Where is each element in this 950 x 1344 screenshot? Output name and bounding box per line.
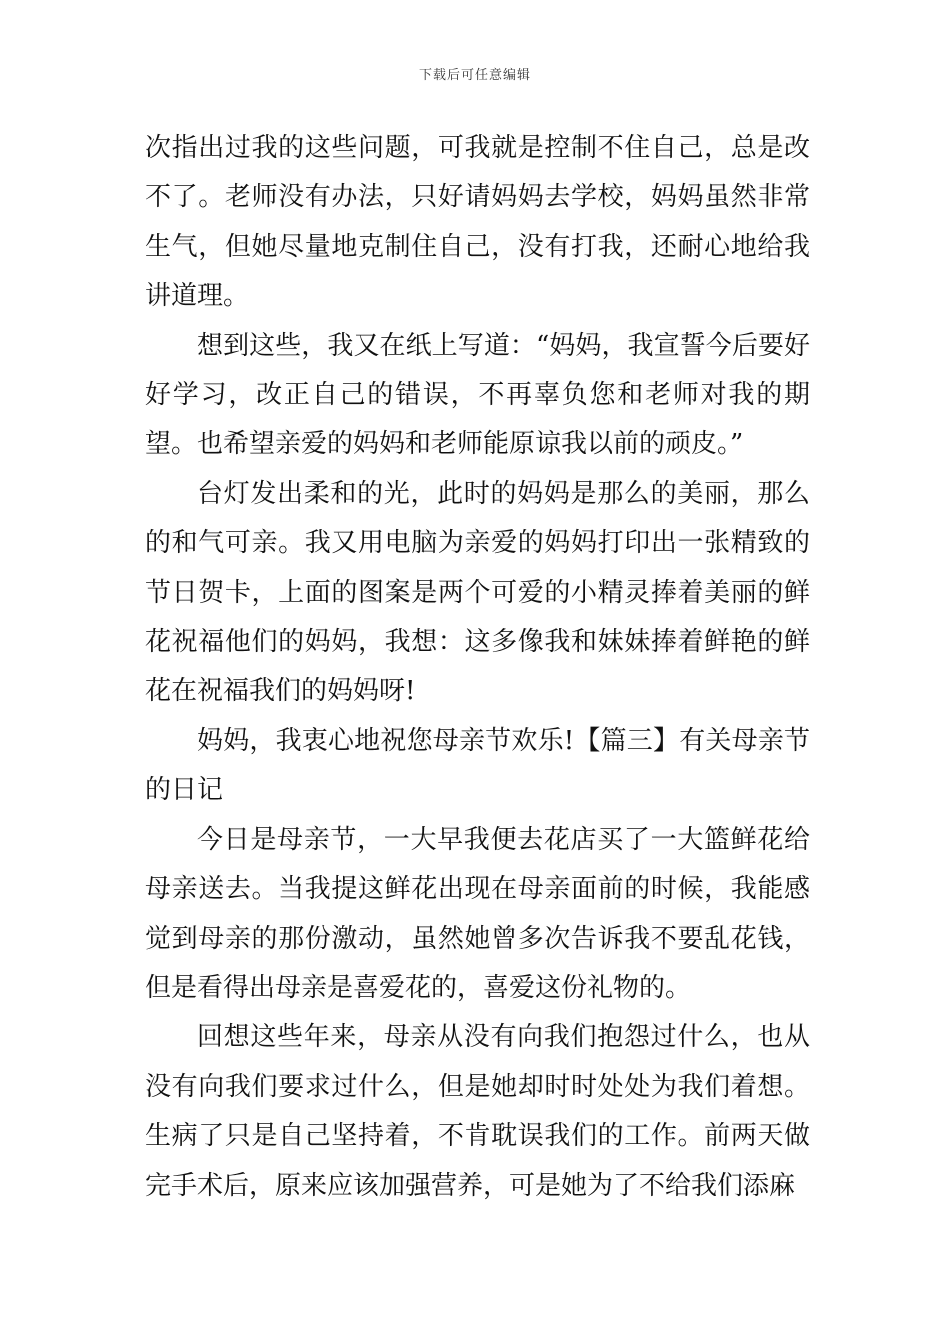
page-header-note: 下载后可任意编辑 <box>418 68 531 83</box>
paragraph-recollection: 回想这些年来，母亲从没有向我们抱怨过什么，也从没有向我们要求过什么，但是她却时时处处为我们着想。生病了只是自己坚持着，不肯耽误我们的工作。前两天做完手术后，原来应该加强营养，可是她为了不给我们添麻 <box>145 1022 810 1201</box>
paragraph-continuation: 次指出过我的这些问题，可我就是控制不住自己，总是改不了。老师没有办法，只好请妈妈去学校，妈妈虽然非常生气，但她尽量地克制住自己，没有打我，还耐心地给我讲道理。 <box>145 133 810 312</box>
paragraph-lamp: 台灯发出柔和的光，此时的妈妈是那么的美丽，那么的和气可亲。我又用电脑为亲爱的妈妈打印出一张精致的节日贺卡，上面的图案是两个可爱的小精灵捧着美丽的鲜花祝福他们的妈妈，我想：这多像我和妹妹捧着鲜艳的鲜花在祝福我们的妈妈呀! <box>145 478 810 707</box>
paragraph-vow: 想到这些，我又在纸上写道：“妈妈，我宣誓今后要好好学习，改正自己的错误，不再辜负您和老师对我的期望。也希望亲爱的妈妈和老师能原谅我以前的顽皮。” <box>145 330 810 460</box>
paragraph-flowers: 今日是母亲节，一大早我便去花店买了一大篮鲜花给母亲送去。当我提这鲜花出现在母亲面前的时候，我能感觉到母亲的那份激动，虽然她曾多次告诉我不要乱花钱，但是看得出母亲是喜爱花的，喜爱这份礼物的。 <box>145 824 810 1003</box>
paragraph-section-three-heading: 妈妈，我衷心地祝您母亲节欢乐!【篇三】有关母亲节的日记 <box>145 725 810 806</box>
document-body <box>145 124 810 1211</box>
